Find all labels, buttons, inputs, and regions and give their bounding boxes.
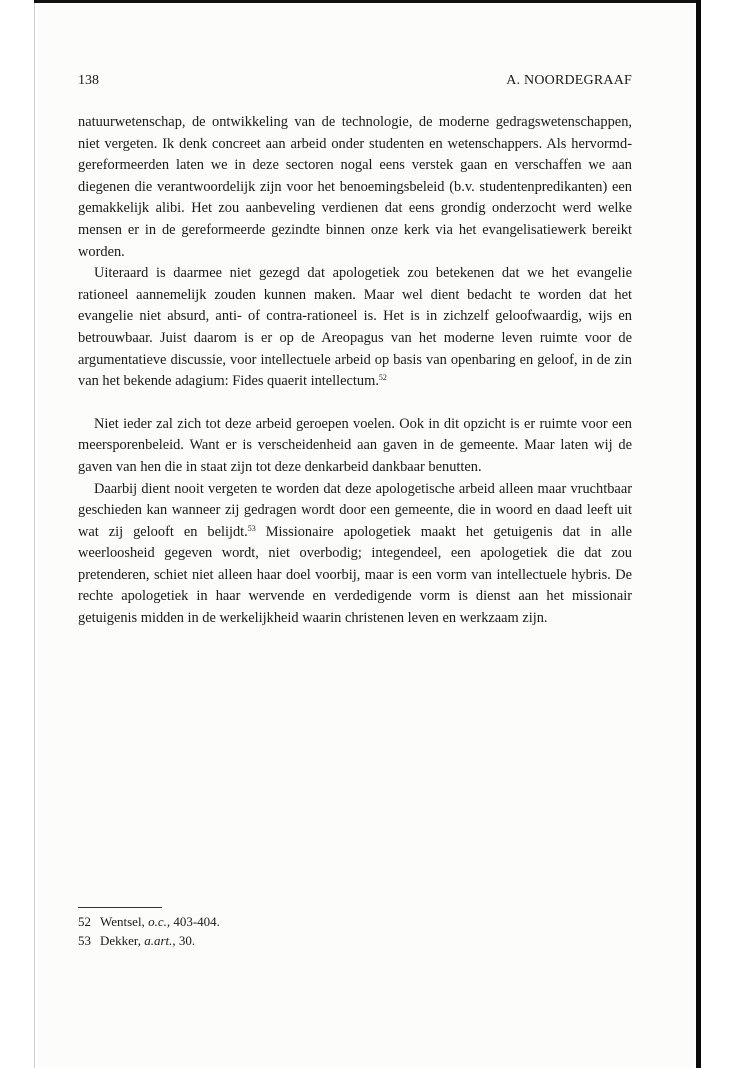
body-text (78, 112, 632, 630)
footnote-number: 52 (78, 914, 91, 929)
footnote-ref-52[interactable]: 52 (378, 373, 387, 383)
footnote-author: Wentsel, (100, 914, 145, 929)
scan-top-edge (34, 0, 698, 3)
footnote-ref: o.c., (148, 914, 171, 929)
running-head: A. NOORDEGRAAF (506, 73, 632, 88)
scan-left-edge (34, 0, 35, 1068)
footnotes (78, 912, 220, 950)
footnote-ref-53[interactable]: 53 (247, 523, 256, 533)
paragraph-text: Uiteraard is daarmee niet gezegd dat apologetiek zou betekenen dat we het evangelie rationeel aannemelijk zouden kunnen maken. Maar wel dient bedacht te worden dat het evangelie niet absurd, anti- of contra-rationeel is. Het is in zichzelf geloofwaardig, wijs en betrouwbaar. Juist daarom is er op de Areopagus van het moderne leven ruimte voor de argumentatieve discussie, voor intellectuele arbeid op basis van openbaring en geloof, in de zin van het bekende adagium: Fides quaerit intellectum. (78, 265, 632, 390)
paragraph-3 (78, 414, 632, 479)
footnote-number: 53 (78, 933, 91, 948)
paragraph-2 (78, 263, 632, 393)
footnote-52 (78, 912, 220, 931)
paragraph-4 (78, 479, 632, 630)
footnote-53 (78, 931, 220, 950)
footnote-author: Dekker, (100, 933, 141, 948)
page-number: 138 (78, 73, 99, 88)
paragraph-text: Daarbij dient nooit vergeten te worden dat deze apologetische arbeid alleen maar vruchtbaar geschieden kan wanneer zij gedragen wordt door een gemeente, die in woord en daad leeft uit wat zij gelooft en belijdt. (78, 480, 632, 540)
page-header (78, 73, 632, 93)
footnote-pages: 403-404. (173, 914, 220, 929)
paragraph-text: Niet ieder zal zich tot deze arbeid geroepen voelen. Ook in dit opzicht is er ruimte voor een meersporenbeleid. Want er is verscheidenheid aan gaven in de gemeente. Maar laten wij de gaven van hen die in staat zijn tot deze denkarbeid dankbaar benutten. (78, 415, 632, 475)
footnote-pages: 30. (178, 933, 196, 948)
footnote-ref: a.art., (144, 933, 176, 948)
paragraph-1 (78, 112, 632, 263)
scan-right-edge (696, 0, 701, 1068)
footnote-divider (78, 907, 162, 908)
paragraph-text: natuurwetenschap, de ontwikkeling van de technologie, de moderne gedragswetenschappen, niet vergeten. Ik denk concreet aan arbeid onder studenten en wetenschappers. Als hervormd-gereformeerden laten we in deze sectoren nogal eens verstek gaan en verschaffen we aan diegenen die verantwoordelijk zijn voor het benoemingsbeleid (b.v. studentenpredikanten) een gemakkelijk alibi. Het zou aanbeveling verdienen dat eens grondig onderzocht werd welke mensen er in de gereformeerde gezindte binnen onze kerk via het evangelisatiewerk bereikt worden. (78, 114, 632, 260)
paragraph-text: Missionaire apologetiek maakt het getuigenis dat in alle weerloosheid gegeven wordt, niet overbodig; integendeel, een apologetiek die dat zou pretenderen, schiet niet alleen haar doel voorbij, maar is een vorm van intellectuele hybris. De rechte apologetiek in haar wervende en verdedigende vorm is dienst aan het missionair getuigenis midden in de werkelijkheid waarin christenen leven en werkzaam zijn. (78, 523, 632, 627)
